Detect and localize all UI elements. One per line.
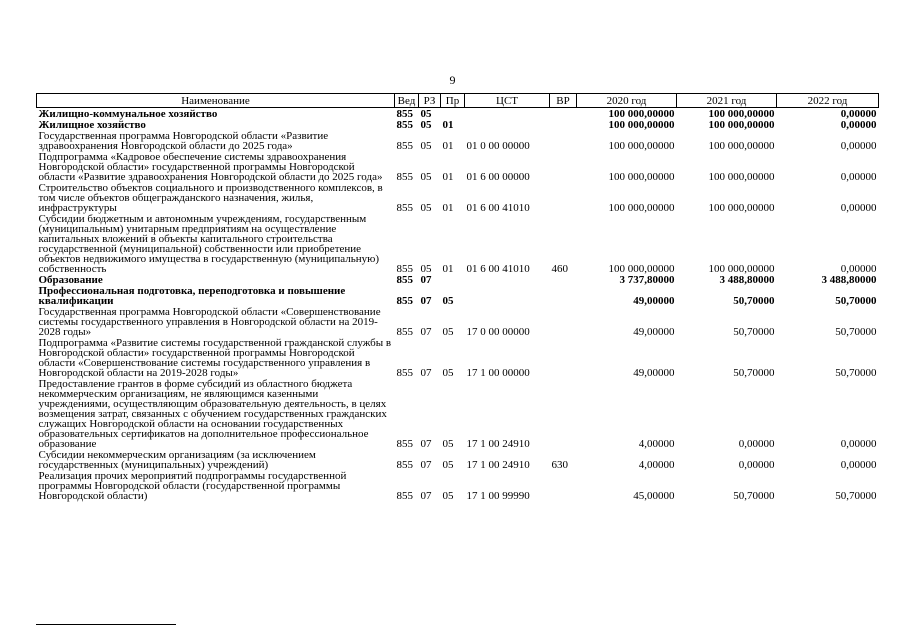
table-header-row	[37, 94, 879, 108]
row-ved: 855	[396, 202, 413, 214]
row-2021: 100 000,00000	[708, 108, 775, 120]
row-name: Образование	[38, 274, 103, 286]
row-2020: 4,00000	[638, 459, 675, 471]
row-pr	[441, 108, 465, 120]
row-vr	[550, 378, 577, 449]
row-rz: 05	[420, 171, 432, 183]
table-row	[37, 119, 879, 130]
table-row	[37, 213, 879, 274]
table-row	[37, 151, 879, 182]
row-2022: 50,70000	[835, 326, 877, 338]
row-2021: 0,00000	[738, 459, 775, 471]
row-2022: 0,00000	[840, 263, 877, 275]
row-vr	[550, 130, 577, 151]
row-2021: 3 488,80000	[719, 274, 775, 286]
header-2020: 2020 год	[577, 94, 677, 108]
row-name: Государственная программа Новгородской области «Совершенствование системы государственного управления в Новгородской области на 2019-2028 годы»	[38, 306, 381, 338]
table-row	[37, 306, 879, 337]
row-2020: 3 737,80000	[619, 274, 675, 286]
row-2020: 100 000,00000	[608, 140, 675, 152]
row-vr	[550, 108, 577, 120]
row-2022: 50,70000	[835, 490, 877, 502]
row-name: Жилищно-коммунальное хозяйство	[38, 108, 218, 120]
row-name: Жилищное хозяйство	[38, 119, 146, 131]
row-2022: 0,00000	[840, 438, 877, 450]
row-2022: 0,00000	[840, 171, 877, 183]
row-cst	[465, 285, 550, 306]
row-vr: 460	[551, 263, 568, 275]
row-vr	[550, 306, 577, 337]
row-name: Строительство объектов социального и производственного комплексов, в том числе объектов общегражданского назначения, жилья, инфраструктуры	[38, 182, 383, 214]
row-2021: 0,00000	[738, 438, 775, 450]
row-2022: 0,00000	[840, 119, 877, 131]
row-vr	[550, 470, 577, 501]
header-cst: ЦСТ	[465, 94, 550, 108]
row-cst: 01 6 00 41010	[466, 202, 530, 214]
row-rz: 05	[420, 108, 432, 120]
row-2022: 0,00000	[840, 459, 877, 471]
row-2020: 100 000,00000	[608, 108, 675, 120]
row-pr: 01	[442, 263, 454, 275]
row-rz: 07	[420, 490, 432, 502]
row-rz: 05	[420, 263, 432, 275]
row-pr: 01	[442, 202, 454, 214]
footnote-divider	[36, 624, 176, 625]
row-2020: 100 000,00000	[608, 263, 675, 275]
row-cst	[465, 108, 550, 120]
row-cst	[465, 119, 550, 130]
row-ved: 855	[396, 274, 413, 286]
row-2020: 4,00000	[638, 438, 675, 450]
row-vr: 630	[551, 459, 568, 471]
header-vr: ВР	[550, 94, 577, 108]
row-cst: 17 1 00 00000	[466, 367, 530, 379]
row-2020: 45,00000	[633, 490, 675, 502]
row-rz: 07	[420, 295, 432, 307]
row-vr	[550, 285, 577, 306]
row-ved: 855	[396, 119, 413, 131]
row-2021: 50,70000	[733, 295, 775, 307]
row-2021: 100 000,00000	[708, 263, 775, 275]
row-2020: 100 000,00000	[608, 171, 675, 183]
row-name: Субсидии бюджетным и автономным учреждениям, государственным (муниципальным) унитарным предприятиям на осуществление капитальных вложений в объекты капитального строительства государственной (муниципальной) собственности или приобретение объектов недвижимого имущества в государственную (муниципальную) собственность	[38, 213, 380, 275]
row-ved: 855	[396, 438, 413, 450]
row-ved: 855	[396, 367, 413, 379]
row-rz: 05	[420, 140, 432, 152]
table-row	[37, 470, 879, 501]
row-pr: 05	[442, 490, 454, 502]
row-ved: 855	[396, 490, 413, 502]
row-name: Профессиональная подготовка, переподготовка и повышение квалификации	[38, 285, 346, 307]
table-body	[37, 108, 879, 502]
row-pr: 01	[442, 140, 454, 152]
row-2021: 50,70000	[733, 367, 775, 379]
row-2021: 100 000,00000	[708, 202, 775, 214]
row-cst	[465, 274, 550, 285]
row-cst: 01 6 00 41010	[466, 263, 530, 275]
header-2022: 2022 год	[777, 94, 879, 108]
row-2021: 100 000,00000	[708, 119, 775, 131]
row-ved: 855	[396, 263, 413, 275]
row-2021: 50,70000	[733, 490, 775, 502]
row-rz: 07	[420, 367, 432, 379]
row-vr	[550, 151, 577, 182]
row-name: Государственная программа Новгородской области «Развитие здравоохранения Новгородской области до 2025 года»	[38, 130, 329, 152]
row-rz: 05	[420, 202, 432, 214]
row-ved: 855	[396, 140, 413, 152]
row-2022: 0,00000	[840, 202, 877, 214]
row-2021: 100 000,00000	[708, 171, 775, 183]
row-cst: 01 6 00 00000	[466, 171, 530, 183]
row-2022: 3 488,80000	[821, 274, 877, 286]
row-ved: 855	[396, 326, 413, 338]
row-name: Подпрограмма «Развитие системы государственной гражданской службы в Новгородской области» государственной программы Новгородской области «Совершенствование системы государственного управления в Новгородской области на 2019-2028 годы»	[38, 337, 392, 379]
row-2020: 49,00000	[633, 326, 675, 338]
row-2021: 100 000,00000	[708, 140, 775, 152]
table-row	[37, 285, 879, 306]
row-2020: 49,00000	[633, 295, 675, 307]
row-2021: 50,70000	[733, 326, 775, 338]
row-vr	[550, 274, 577, 285]
table-row	[37, 182, 879, 213]
row-vr	[550, 182, 577, 213]
header-rz: РЗ	[419, 94, 441, 108]
table-row	[37, 337, 879, 378]
row-2022: 50,70000	[835, 295, 877, 307]
row-name: Подпрограмма «Кадровое обеспечение системы здравоохранения Новгородской области» государственной программы Новгородской области «Развитие здравоохранения Новгородской области до 2025 года»	[38, 151, 383, 183]
row-cst: 17 1 00 24910	[466, 438, 530, 450]
table-row	[37, 130, 879, 151]
row-cst: 01 0 00 00000	[466, 140, 530, 152]
row-pr: 05	[442, 367, 454, 379]
row-cst: 17 0 00 00000	[466, 326, 530, 338]
row-vr	[550, 119, 577, 130]
header-2021: 2021 год	[677, 94, 777, 108]
page-number: 9	[449, 73, 456, 87]
row-pr: 05	[442, 326, 454, 338]
table-row	[37, 274, 879, 285]
row-vr	[550, 337, 577, 378]
row-pr: 01	[442, 119, 454, 131]
header-name: Наименование	[37, 94, 395, 108]
row-2020: 49,00000	[633, 367, 675, 379]
row-pr	[441, 274, 465, 285]
table-row	[37, 378, 879, 449]
row-rz: 07	[420, 459, 432, 471]
row-pr: 05	[442, 459, 454, 471]
row-ved: 855	[396, 171, 413, 183]
header-pr: Пр	[441, 94, 465, 108]
row-name: Предоставление грантов в форме субсидий из областного бюджета некоммерческим организациям, не являющимся казенными учреждениями, осуществляющим образовательную деятельность, в целях возмещения затрат, связанных с обучением государственных гражданских служащих Новгородской области на основании государственных образовательных сертификатов на дополнительное профессиональное образование	[38, 378, 387, 450]
row-cst: 17 1 00 99990	[466, 490, 530, 502]
header-ved: Вед	[395, 94, 419, 108]
row-ved: 855	[396, 295, 413, 307]
row-name: Реализация прочих мероприятий подпрограммы государственной программы Новгородской области (государственной программы Новгородской области)	[38, 470, 347, 502]
row-rz: 07	[420, 274, 432, 286]
table-row	[37, 449, 879, 470]
row-2020: 100 000,00000	[608, 119, 675, 131]
row-2022: 0,00000	[840, 108, 877, 120]
row-ved: 855	[396, 459, 413, 471]
table-row	[37, 108, 879, 120]
row-rz: 07	[420, 326, 432, 338]
row-rz: 07	[420, 438, 432, 450]
row-name: Субсидии некоммерческим организациям (за исключением государственных (муниципальных) учреждений)	[38, 449, 316, 471]
row-pr: 05	[442, 438, 454, 450]
row-2022: 0,00000	[840, 140, 877, 152]
row-rz: 05	[420, 119, 432, 131]
row-2020: 100 000,00000	[608, 202, 675, 214]
row-pr: 05	[442, 295, 454, 307]
row-2022: 50,70000	[835, 367, 877, 379]
row-cst: 17 1 00 24910	[466, 459, 530, 471]
budget-table	[36, 93, 879, 501]
row-pr: 01	[442, 171, 454, 183]
row-ved: 855	[396, 108, 413, 120]
